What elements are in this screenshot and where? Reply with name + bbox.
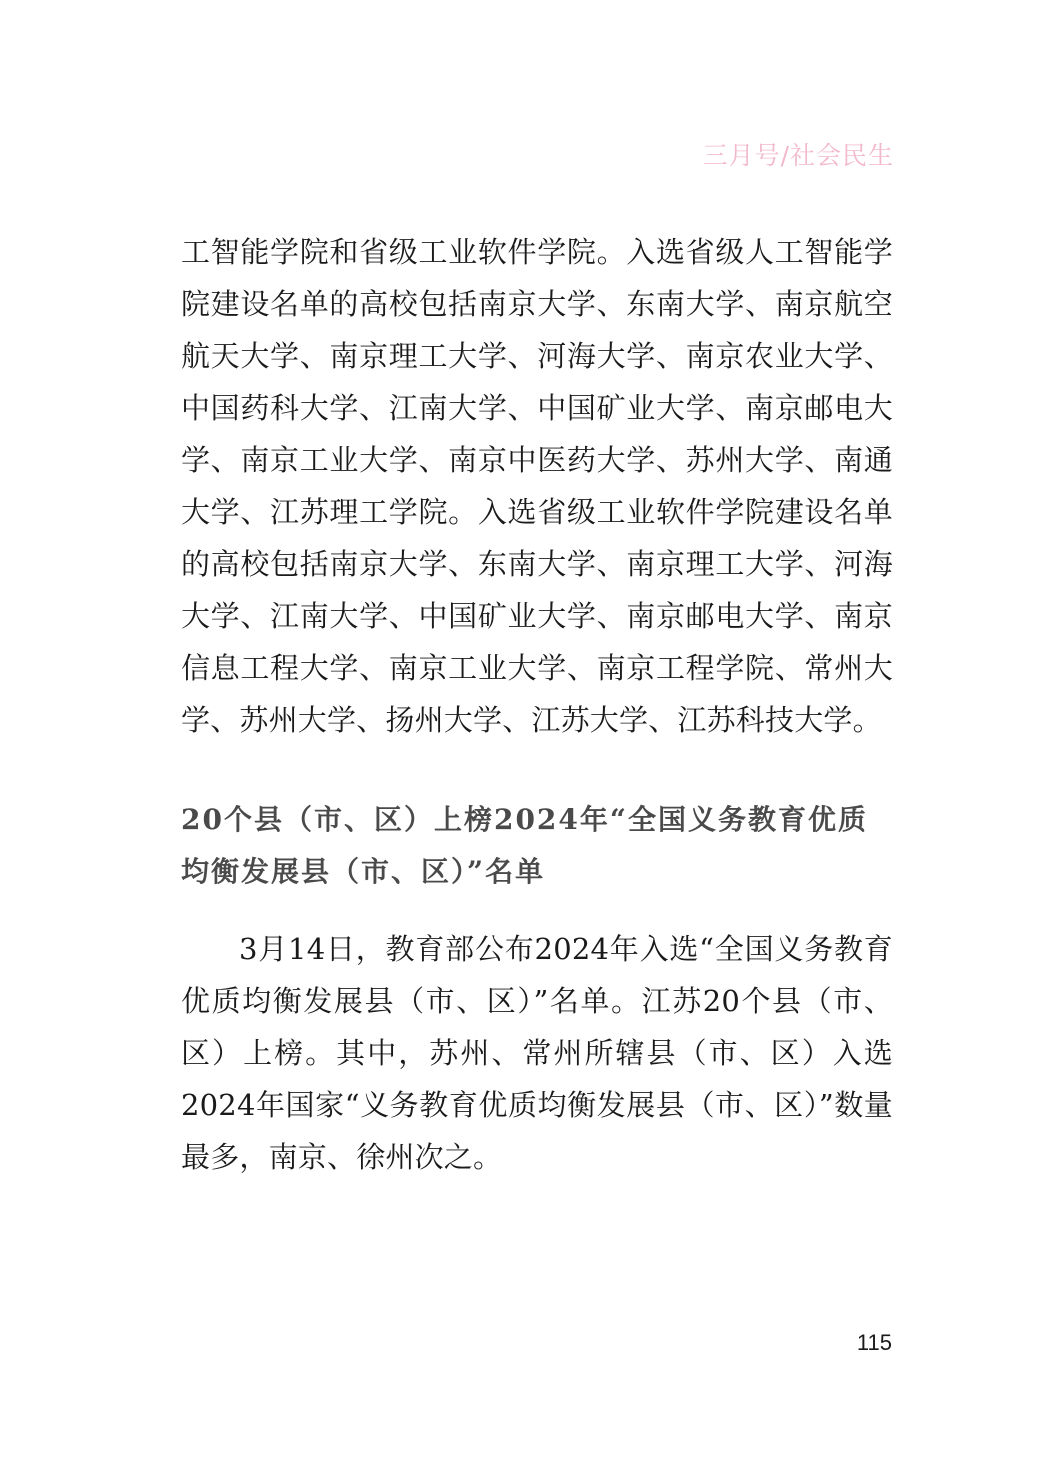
running-header: 三月号/社会民生: [702, 141, 894, 170]
article-body: [181, 226, 893, 1183]
page-number: 115: [856, 1330, 892, 1355]
paragraph-continued: 工智能学院和省级工业软件学院。入选省级人工智能学院建设名单的高校包括南京大学、东南大学、南京航空航天大学、南京理工大学、河海大学、南京农业大学、中国药科大学、江南大学、中国矿业大学、南京邮电大学、南京工业大学、南京中医药大学、苏州大学、南通大学、江苏理工学院。入选省级工业软件学院建设名单的高校包括南京大学、东南大学、南京理工大学、河海大学、江南大学、中国矿业大学、南京邮电大学、南京信息工程大学、南京工业大学、南京工程学院、常州大学、苏州大学、扬州大学、江苏大学、江苏科技大学。: [181, 235, 893, 737]
paragraph-education-list: 3月14日，教育部公布2024年入选“全国义务教育优质均衡发展县（市、区）”名单。江苏20个县（市、区）上榜。其中，苏州、常州所辖县（市、区）入选2024年国家“义务教育优质均衡发展县（市、区）”数量最多，南京、徐州次之。: [181, 932, 893, 1174]
section-heading: 20个县（市、区）上榜2024年“全国义务教育优质均衡发展县（市、区）”名单: [181, 803, 869, 888]
